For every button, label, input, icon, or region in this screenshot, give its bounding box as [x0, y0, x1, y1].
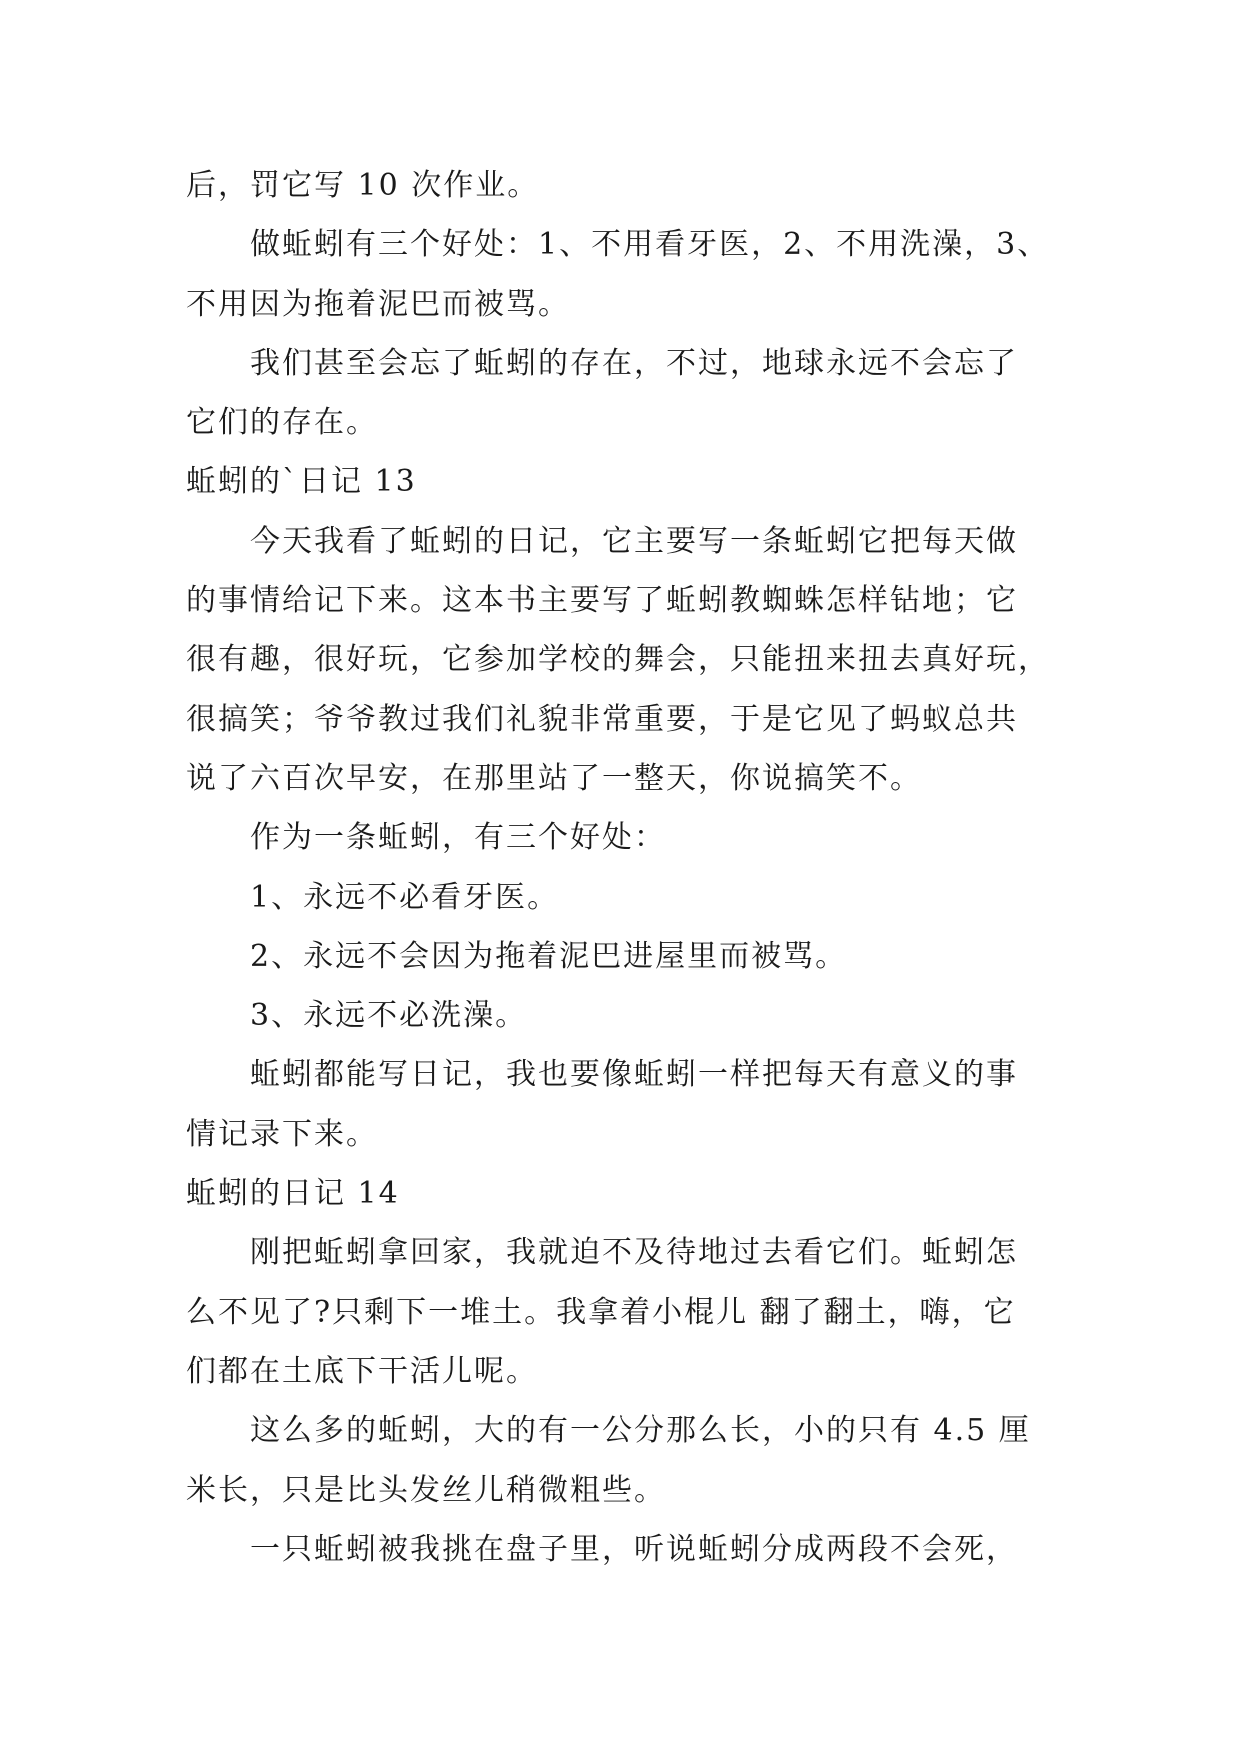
text-line: 情记录下来。 [186, 1116, 378, 1152]
text-line: 今天我看了蚯蚓的日记，它主要写一条蚯蚓它把每天做 [250, 523, 1018, 559]
document-body [186, 156, 1066, 1579]
text-line: 米长，只是比头发丝儿稍微粗些。 [186, 1472, 666, 1508]
text-line: 不用因为拖着泥巴而被骂。 [186, 286, 570, 322]
text-line: 蚯蚓都能写日记，我也要像蚯蚓一样把每天有意义的事 [250, 1057, 1018, 1093]
text-line: 这么多的蚯蚓，大的有一公分那么长，小的只有 4.5 厘 [250, 1413, 1031, 1449]
text-line: 很搞笑；爷爷教过我们礼貌非常重要，于是它见了蚂蚁总共 [186, 701, 1018, 737]
text-line: 后，罚它写 10 次作业。 [186, 168, 540, 203]
text-line: 么不见了?只剩下一堆土。我拿着小棍儿 翻了翻土，嗨，它 [186, 1294, 1016, 1330]
text-line: 我们甚至会忘了蚯蚓的存在，不过，地球永远不会忘了 [250, 345, 1018, 381]
list-item: 1、永远不必看牙医。 [250, 879, 560, 915]
text-line: 的事情给记下来。这本书主要写了蚯蚓教蜘蛛怎样钻地；它 [186, 583, 1018, 619]
list-item: 3、永远不必洗澡。 [250, 998, 528, 1034]
text-line: 做蚯蚓有三个好处：1、不用看牙医，2、不用洗澡，3、 [250, 227, 1050, 263]
text-line: 它们的存在。 [186, 405, 378, 441]
list-item: 2、永远不会因为拖着泥巴进屋里而被骂。 [250, 938, 848, 974]
section-heading: 蚯蚓的`日记 13 [186, 464, 417, 500]
text-line: 很有趣，很好玩，它参加学校的舞会，只能扭来扭去真好玩， [186, 642, 1050, 678]
text-line: 一只蚯蚓被我挑在盘子里，听说蚯蚓分成两段不会死， [250, 1531, 1018, 1567]
text-line: 作为一条蚯蚓，有三个好处： [250, 820, 666, 856]
text-line: 刚把蚯蚓拿回家，我就迫不及待地过去看它们。蚯蚓怎 [250, 1235, 1018, 1271]
text-line: 们都在土底下干活儿呢。 [186, 1353, 538, 1389]
section-heading: 蚯蚓的日记 14 [186, 1176, 400, 1212]
text-line: 说了六百次早安，在那里站了一整天，你说搞笑不。 [186, 760, 922, 796]
